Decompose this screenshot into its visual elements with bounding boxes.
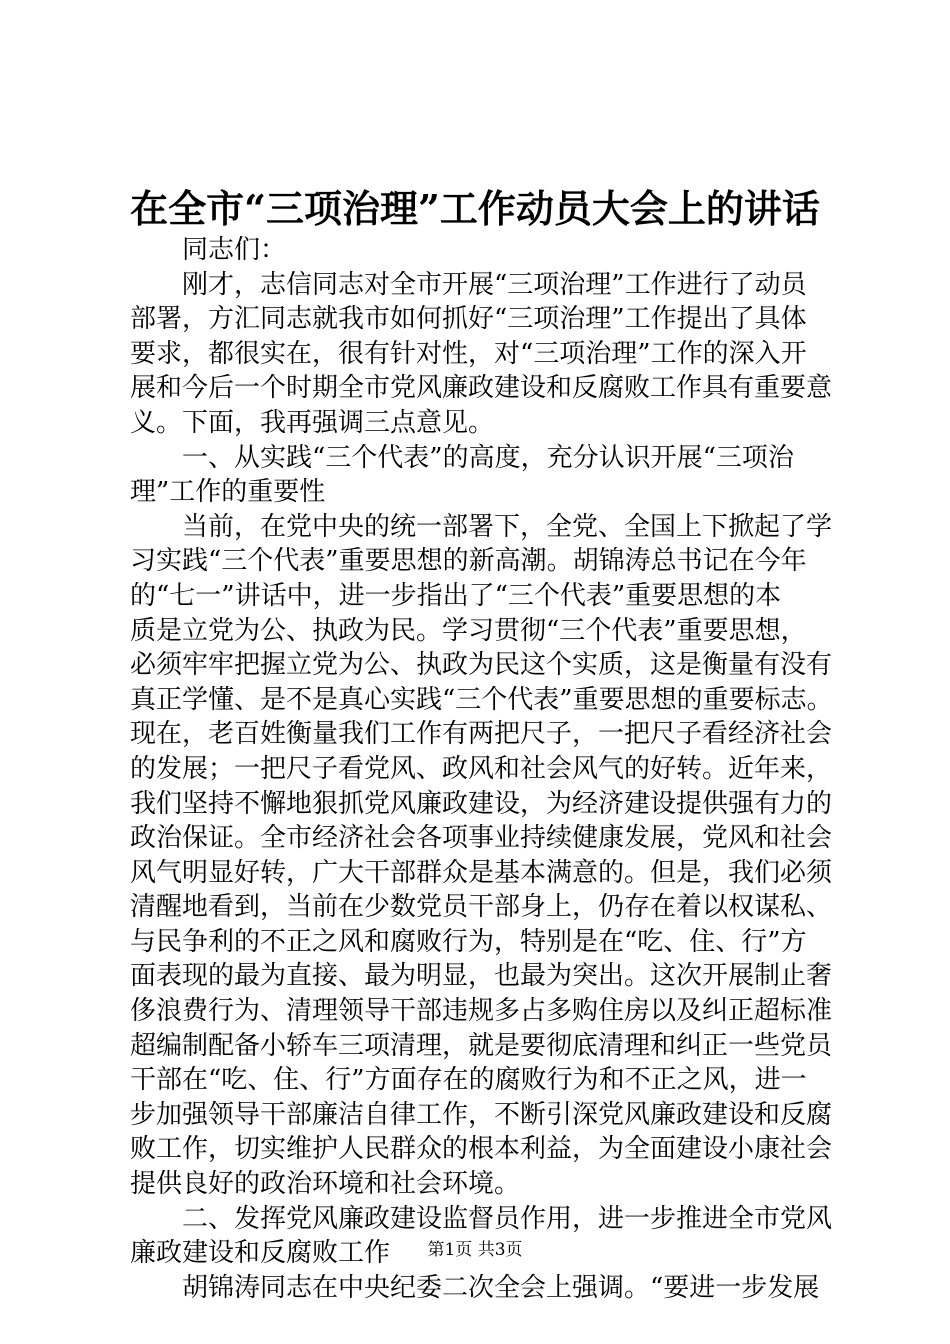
paragraph-line: 必须牢牢把握立党为公、执政为民这个实质，这是衡量有没有: [130, 650, 833, 681]
salutation-line: 同志们：: [182, 235, 287, 265]
paragraph-line: 超编制配备小轿车三项清理，就是要彻底清理和纠正一些党员: [130, 1030, 833, 1061]
paragraph-line: 的发展；一把尺子看党风、政风和社会风气的好转。近年来，: [130, 753, 833, 784]
page-footer: 第1页 共3页: [427, 1240, 523, 1260]
paragraph-line: 与民争利的不正之风和腐败行为，特别是在“吃、住、行”方: [130, 926, 807, 957]
section-heading-line: 理”工作的重要性: [130, 477, 326, 508]
paragraph-line: 面表现的最为直接、最为明显，也最为突出。这次开展制止奢: [130, 961, 833, 992]
document-body: [130, 233, 850, 1305]
paragraph-line: 步加强领导干部廉洁自律工作，不断引深党风廉政建设和反腐: [130, 1099, 833, 1130]
paragraph-line: 的“七一”讲话中，进一步指出了“三个代表”重要思想的本: [130, 580, 782, 611]
paragraph-line: 清醒地看到，当前在少数党员干部身上，仍存在着以权谋私、: [130, 892, 833, 923]
section-heading-line: 二、发挥党风廉政建设监督员作用，进一步推进全市党风: [182, 1203, 833, 1234]
paragraph-line: 干部在“吃、住、行”方面存在的腐败行为和不正之风，进一: [130, 1065, 807, 1096]
paragraph-line: 真正学懂、是不是真心实践“三个代表”重要思想的重要标志。: [130, 684, 833, 715]
paragraph-line: 质是立党为公、执政为民。学习贯彻“三个代表”重要思想，: [130, 615, 807, 646]
paragraph-line: 要求，都很实在，很有针对性，对“三项治理”工作的深入开: [130, 338, 807, 369]
document-title: 在全市“三项治理”工作动员大会上的讲话: [130, 186, 820, 231]
paragraph-line: 当前，在党中央的统一部署下，全党、全国上下掀起了学: [182, 511, 833, 542]
section-heading-line: 一、从实践“三个代表”的高度，充分认识开展“三项治: [182, 442, 794, 473]
paragraph-line: 败工作，切实维护人民群众的根本利益，为全面建设小康社会: [130, 1134, 833, 1165]
paragraph-line: 政治保证。全市经济社会各项事业持续健康发展，党风和社会: [130, 823, 833, 854]
paragraph-line: 提供良好的政治环境和社会环境。: [130, 1169, 521, 1200]
paragraph-line: 义。下面，我再强调三点意见。: [130, 407, 495, 438]
paragraph-line: 刚才，志信同志对全市开展“三项治理”工作进行了动员: [182, 269, 807, 300]
paragraph-line: 风气明显好转，广大干部群众是基本满意的。但是，我们必须: [130, 857, 833, 888]
paragraph-line: 我们坚持不懈地狠抓党风廉政建设，为经济建设提供强有力的: [130, 788, 833, 819]
section-heading-line: 廉政建设和反腐败工作: [130, 1238, 391, 1269]
paragraph-line: 现在，老百姓衡量我们工作有两把尺子，一把尺子看经济社会: [130, 719, 833, 750]
paragraph-line: 习实践“三个代表”重要思想的新高潮。胡锦涛总书记在今年: [130, 546, 807, 577]
paragraph-line: 展和今后一个时期全市党风廉政建设和反腐败工作具有重要意: [130, 373, 833, 404]
paragraph-line: 部署，方汇同志就我市如何抓好“三项治理”工作提出了具体: [130, 304, 807, 335]
paragraph-line: 胡锦涛同志在中央纪委二次全会上强调。“要进一步发展: [182, 1272, 820, 1303]
paragraph-line: 侈浪费行为、清理领导干部违规多占多购住房以及纠正超标准: [130, 996, 833, 1027]
